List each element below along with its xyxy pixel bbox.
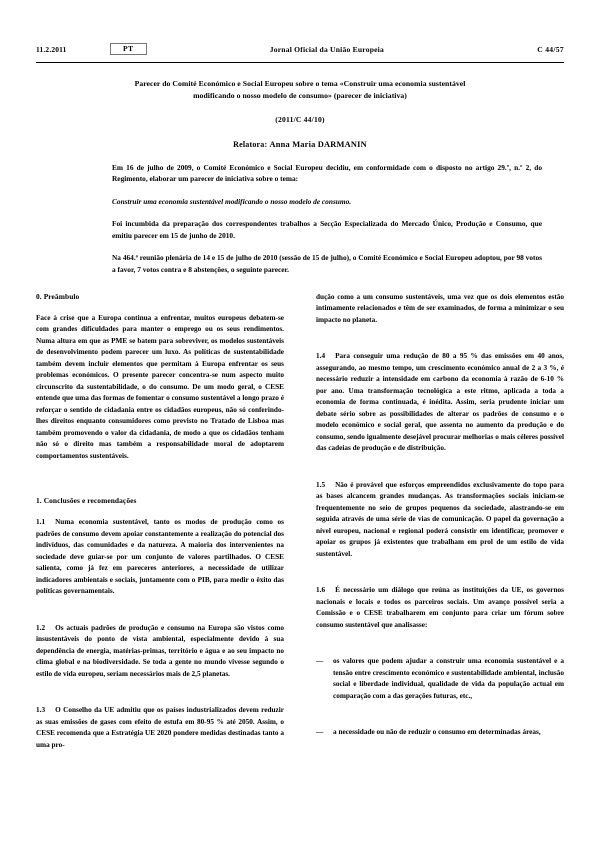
publication-date: 11.2.2011 <box>36 44 67 54</box>
spacer <box>316 714 564 727</box>
body-columns <box>36 292 564 763</box>
right-column <box>316 292 564 763</box>
spacer <box>316 467 564 480</box>
title-block <box>70 78 530 149</box>
document-title-line-2: modificando o nosso modelo de consumo» (parecer de iniciativa) <box>193 91 407 101</box>
spacer <box>316 338 564 351</box>
paragraph-1-3 <box>36 705 284 751</box>
paragraph-number: 1.6 <box>316 586 326 595</box>
paragraph-number: 1.3 <box>36 706 46 715</box>
paragraph-number: 1.2 <box>36 623 46 632</box>
paragraph-continuation: dução como a um consumo sustentáveis, uma vez que os dois elementos estão intimamente relacionados e têm de ser examinados, de forma a minimizar o seu impacto no planeta. <box>316 293 564 324</box>
paragraph-text: O Conselho da UE admitiu que os países industrializados devem reduzir as suas emissões de gases com efeito de estufa em 80-95 % até 2050. Assim, o CESE recomenda que a Estratégia UE 2020 pondere medidas destinadas tanto a uma pro- <box>36 706 284 749</box>
page-running-head <box>36 41 564 57</box>
document-title-line-1: Parecer do Comité Económico e Social Europeu sobre o tema «Construir uma economia sustentável <box>134 79 466 88</box>
paragraph-1-2 <box>36 623 284 680</box>
section-heading-conclusions: 1. Conclusões e recomendações <box>36 496 137 506</box>
rapporteur-line <box>70 140 530 149</box>
paragraph-text: Numa economia sustentável, tanto os modos de produção como os padrões de consumo devem apoiar constantemente a realização do potencial dos indivíduos, das comunidades e da natureza. A maioria dos intervenientes na sociedade deve guiar-se por um conjunto de valores partilhados. O CESE salienta, como já fez em pareceres anteriores, a necessidade de utilizar indicadores ambientais e sociais, juntamente com o PIB, para medir o êxito das políticas governamentais. <box>36 518 284 596</box>
paragraph-text: Não é provável que esforços empreendidos exclusivamente do topo para as bases alcancem grandes mudanças. As transformações sociais iniciam-se frequentemente no seio de grupos pequenos da sociedade, alastrando-se em seguida através de uma série de vias de comunicação. O papel da governação a nível europeu, nacional e regional poderá consistir em identificar, promover e apoiar os grupos já existentes que trabalham em prol de um estilo de vida sustentável. <box>316 480 564 558</box>
intro-paragraph: Em 16 de julho de 2009, o Comité Económico e Social Europeu decidiu, em conformidade com o disposto no artigo 29.º, n.º 2, do Regimento, elaborar um parecer de iniciativa sobre o tema: <box>112 163 542 184</box>
paragraph-1-4 <box>316 351 564 454</box>
spacer <box>316 643 564 656</box>
folio-number: C 44/57 <box>537 44 564 54</box>
header-rule <box>36 62 564 63</box>
list-item <box>316 727 564 738</box>
paragraph-number: 1.1 <box>36 518 46 527</box>
paragraph-text: É necessário um diálogo que reúna as instituições da UE, os governos nacionais e locais e todos os parceiros sociais. Um avanço possível seria a Comissão e o CESE trabalharem em conjunto para criar um fórum sobre consumo sustentável que analisasse: <box>316 586 564 629</box>
dash-marker: — <box>316 657 324 666</box>
paragraph-text: Os actuais padrões de produção e consumo na Europa são vistos como insustentáveis do ponto de vista ambiental, especialmente devido à sua dependência de energia, matérias-primas, território e água e ao seu impacto no clima global e na biodiversidade. Se toda a gente no mundo vivesse segundo o estilo de vida europeu, seriam necessários mais de 2,5 planetas. <box>36 623 284 678</box>
intro-paragraphs <box>112 162 542 286</box>
list-item <box>316 656 564 702</box>
section-heading-preamble: 0. Preâmbulo <box>36 292 80 301</box>
list-item-text: a necessidade ou não de reduzir o consumo em determinadas áreas, <box>333 728 541 737</box>
left-column <box>36 292 284 763</box>
spacer <box>36 474 284 496</box>
paragraph-text: Para conseguir uma redução de 80 a 95 % das emissões em 40 anos, assegurando, ao mesmo tempo, um crescimento económico anual de 2 a 3 %, é necessário reduzir a intensidade em carbono da economia à razão de 6-10 % por ano. Uma transformação tecnológica a este ritmo, aplicada a toda a economia de forma continuada, é inédita. Assim, seria prudente iniciar um debate sério sobre as possibilidades de alterar os padrões de consumo e o modelo económico e social geral, que assenta no aumento da produção e do consumo, sendo igualmente desejável procurar melhorias o mais céleres possível das cadeias de produção e de distribuição. <box>316 352 564 453</box>
document-title <box>70 78 530 103</box>
list-item-text: os valores que podem ajudar a construir uma economia sustentável e a tensão entre crescimento económico e sustentabilidade ambiental, inclusão social e liberdade individual, qualidade de vida da população actual em comparação com a das gerações futuras, etc., <box>333 657 564 700</box>
paragraph-preamble: Face à crise que a Europa continua a enfrentar, muitos europeus debatem-se com grandes dificuldades para manter o emprego ou os seus rendimentos. Numa altura em que as PME se batem para sobreviver, os modelos sustentáveis de desenvolvimento podem parecer um luxo. As políticas de sustentabilidade também devem incluir elementos que permitam à Europa enfrentar os seus problemas económicos. O presente parecer concentra-se num aspecto muito circunscrito da sustentabilidade, o do consumo. De um modo geral, o CESE entende que uma das formas de fomentar o consumo sustentável a longo prazo é reforçar o sentido de cidadania entre os cidadãos europeus, não só conferindo-lhes direitos enquanto consumidores como previsto no Tratado de Lisboa mas também promovendo o valor da cidadania, de modo a que os cidadãos tenham não só o direito mas também a responsabilidade moral de adoptarem comportamentos sustentáveis. <box>36 314 284 460</box>
paragraph-number: 1.5 <box>316 480 326 489</box>
document-reference: (2011/C 44/10) <box>275 114 325 124</box>
paragraph-1-5 <box>316 480 564 560</box>
language-code-box: PT <box>110 43 147 55</box>
intro-paragraph: Foi incumbida da preparação dos correspondentes trabalhos a Secção Especializada do Mercado Único, Produção e Consumo, que emitiu parecer em 15 de junho de 2010. <box>112 219 542 240</box>
spacer <box>36 610 284 623</box>
paragraph-number: 1.4 <box>316 352 326 361</box>
intro-paragraph-subject: Construir uma economia sustentável modificando o nosso modelo de consumo. <box>112 196 352 206</box>
paragraph-1-1 <box>36 517 284 597</box>
spacer <box>36 692 284 705</box>
journal-name: Jornal Oficial da União Europeia <box>269 44 384 54</box>
spacer <box>316 572 564 585</box>
dash-marker: — <box>316 728 324 737</box>
intro-paragraph: Na 464.ª reunião plenária de 14 e 15 de julho de 2010 (sessão de 15 de julho), o Comité Económico e Social Europeu adoptou, por 98 votos a favor, 7 votos contra e 8 abstenções, o seguinte parecer. <box>112 253 542 274</box>
paragraph-1-6 <box>316 585 564 631</box>
rapporteur-label: Relatora: <box>233 139 268 149</box>
rapporteur-name: Anna Maria DARMANIN <box>269 139 367 149</box>
